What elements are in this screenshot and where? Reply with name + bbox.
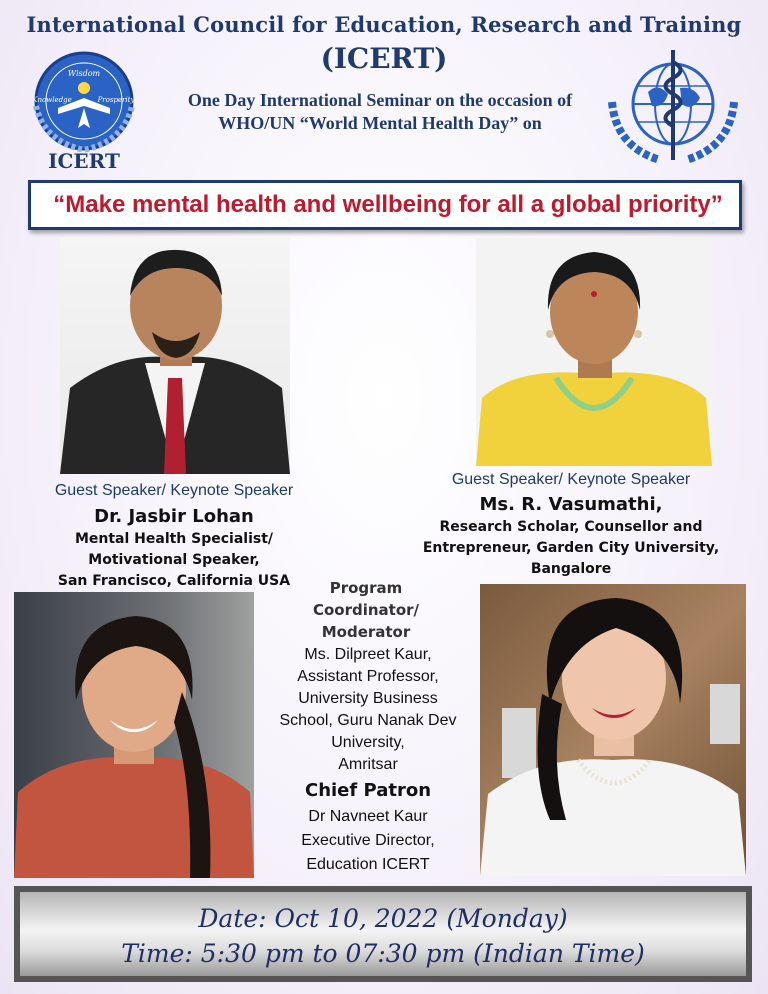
speaker2-desc-line1: Research Scholar, Counsellor and: [439, 519, 703, 535]
speaker1-name: Dr. Jasbir Lohan: [94, 506, 254, 527]
coordinator-line5: University,: [331, 734, 405, 751]
coordinator-photo: [14, 592, 254, 878]
coordinator-heading-line3: Moderator: [321, 623, 411, 641]
event-time: Time: 5:30 pm to 07:30 pm (Indian Time): [121, 939, 645, 968]
coordinator-line1: Ms. Dilpreet Kaur,: [304, 646, 432, 663]
patron-line1: Dr Navneet Kaur: [308, 808, 428, 825]
logo-word-top: Wisdom: [67, 69, 101, 78]
speaker1-photo: [60, 238, 290, 474]
speaker2-name: Ms. R. Vasumathi,: [479, 494, 663, 515]
org-title: International Council for Education, Research and Training: [26, 12, 742, 37]
event-datetime-panel: [14, 886, 752, 982]
logo-caption: ICERT: [48, 149, 120, 172]
speaker1-desc-line2: Motivational Speaker,: [88, 552, 260, 568]
coordinator-line4: School, Guru Nanak Dev: [279, 712, 457, 729]
speaker2-desc-line3: Bangalore: [530, 561, 612, 577]
coordinator-line3: University Business: [298, 690, 438, 707]
seminar-subtitle-line2: WHO/UN “World Mental Health Day” on: [218, 113, 542, 133]
org-abbreviation: (ICERT): [320, 42, 448, 75]
speaker2-desc-line2: Entrepreneur, Garden City University,: [422, 540, 720, 556]
speaker2-role: Guest Speaker/ Keynote Speaker: [451, 471, 691, 488]
patron-line2: Executive Director,: [301, 832, 435, 849]
patron-line3: Education ICERT: [306, 856, 430, 873]
speaker1-desc-line3: San Francisco, California USA: [57, 573, 291, 589]
seminar-subtitle-line1: One Day International Seminar on the occasion of: [187, 90, 573, 110]
patron-heading: Chief Patron: [304, 780, 432, 801]
speaker2-photo: [476, 238, 712, 466]
speaker1-desc-line1: Mental Health Specialist/: [74, 531, 274, 547]
logo-word-right: Prosperity: [97, 96, 135, 104]
event-date: Date: Oct 10, 2022 (Monday): [198, 904, 568, 933]
icert-logo: [14, 46, 154, 172]
theme-banner-text: “Make mental health and wellbeing for all a global priority”: [53, 191, 723, 218]
coordinator-line6: Amritsar: [338, 756, 398, 773]
logo-word-left: Knowledge: [32, 96, 72, 104]
coordinator-line2: Assistant Professor,: [297, 668, 439, 685]
theme-banner: [28, 180, 742, 230]
who-logo: [598, 42, 748, 172]
speaker1-role: Guest Speaker/ Keynote Speaker: [54, 482, 294, 499]
patron-photo: [480, 584, 746, 876]
coordinator-heading-line1: Program: [329, 579, 403, 597]
coordinator-heading-line2: Coordinator/: [312, 601, 420, 619]
